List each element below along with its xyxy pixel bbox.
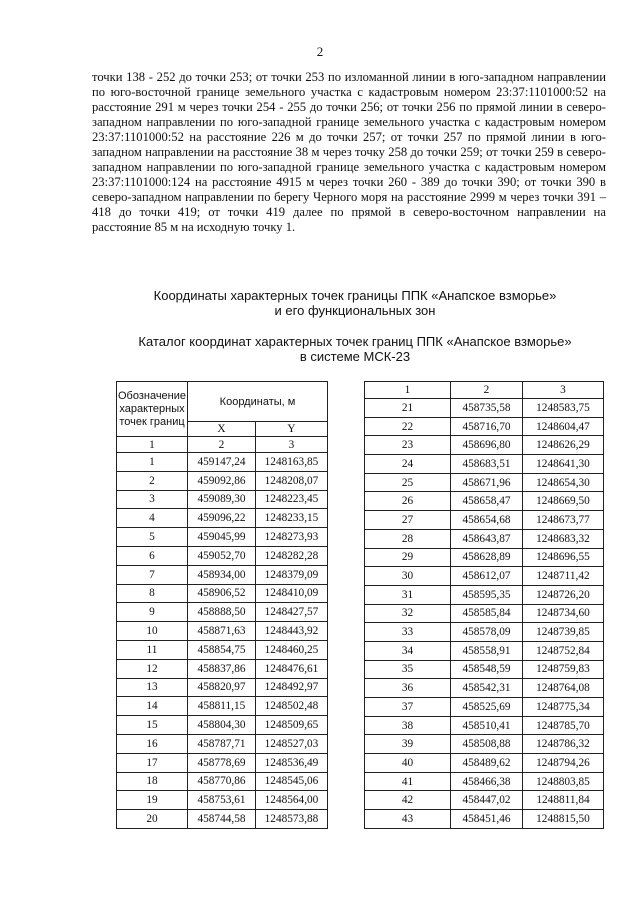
column-number: 2 bbox=[188, 437, 256, 453]
y-coordinate-cell: 1248163,85 bbox=[256, 453, 328, 472]
coordinates-heading-line1: Координаты характерных точек границы ППК «Анапское взморье» bbox=[153, 288, 557, 303]
table-row bbox=[365, 623, 604, 642]
x-coordinate-cell: 458888,50 bbox=[188, 603, 256, 622]
header-x: X bbox=[188, 422, 256, 437]
catalog-heading-line2: в системе МСК-23 bbox=[299, 349, 411, 364]
point-number-cell: 17 bbox=[117, 753, 188, 772]
point-number-cell: 29 bbox=[365, 548, 451, 567]
point-number-cell: 18 bbox=[117, 772, 188, 791]
y-coordinate-cell: 1248427,57 bbox=[256, 603, 328, 622]
column-number: 3 bbox=[523, 382, 604, 399]
x-coordinate-cell: 458934,00 bbox=[188, 565, 256, 584]
x-coordinate-cell: 458595,35 bbox=[451, 585, 523, 604]
table-row bbox=[365, 492, 604, 511]
point-number-cell: 2 bbox=[117, 471, 188, 490]
x-coordinate-cell: 458585,84 bbox=[451, 604, 523, 623]
table-row bbox=[365, 417, 604, 436]
page-number: 2 bbox=[316, 44, 324, 59]
coordinates-table-right bbox=[364, 381, 604, 829]
y-coordinate-cell: 1248641,30 bbox=[523, 455, 604, 474]
point-number-cell: 41 bbox=[365, 772, 451, 791]
x-coordinate-cell: 458525,69 bbox=[451, 698, 523, 717]
y-coordinate-cell: 1248583,75 bbox=[523, 399, 604, 418]
y-coordinate-cell: 1248673,77 bbox=[523, 511, 604, 530]
table-row bbox=[365, 660, 604, 679]
point-number-cell: 36 bbox=[365, 679, 451, 698]
y-coordinate-cell: 1248785,70 bbox=[523, 716, 604, 735]
x-coordinate-cell: 459045,99 bbox=[188, 528, 256, 547]
table-row bbox=[117, 528, 328, 547]
x-coordinate-cell: 458906,52 bbox=[188, 584, 256, 603]
column-number: 1 bbox=[365, 382, 451, 399]
x-coordinate-cell: 458696,80 bbox=[451, 436, 523, 455]
point-number-cell: 3 bbox=[117, 490, 188, 509]
table-row bbox=[365, 473, 604, 492]
y-coordinate-cell: 1248794,26 bbox=[523, 754, 604, 773]
x-coordinate-cell: 458683,51 bbox=[451, 455, 523, 474]
point-number-cell: 39 bbox=[365, 735, 451, 754]
x-coordinate-cell: 458466,38 bbox=[451, 772, 523, 791]
x-coordinate-cell: 458451,46 bbox=[451, 810, 523, 829]
point-number-cell: 11 bbox=[117, 640, 188, 659]
y-coordinate-cell: 1248208,07 bbox=[256, 471, 328, 490]
point-number-cell: 42 bbox=[365, 791, 451, 810]
y-coordinate-cell: 1248811,84 bbox=[523, 791, 604, 810]
x-coordinate-cell: 458820,97 bbox=[188, 678, 256, 697]
y-coordinate-cell: 1248759,83 bbox=[523, 660, 604, 679]
table-row bbox=[365, 567, 604, 586]
y-coordinate-cell: 1248604,47 bbox=[523, 417, 604, 436]
column-number: 2 bbox=[451, 382, 523, 399]
point-number-cell: 33 bbox=[365, 623, 451, 642]
column-number: 1 bbox=[117, 437, 188, 453]
point-number-cell: 35 bbox=[365, 660, 451, 679]
point-number-cell: 22 bbox=[365, 417, 451, 436]
x-coordinate-cell: 458612,07 bbox=[451, 567, 523, 586]
x-coordinate-cell: 458654,68 bbox=[451, 511, 523, 530]
point-number-cell: 32 bbox=[365, 604, 451, 623]
y-coordinate-cell: 1248752,84 bbox=[523, 641, 604, 660]
point-number-cell: 5 bbox=[117, 528, 188, 547]
x-coordinate-cell: 459052,70 bbox=[188, 546, 256, 565]
point-number-cell: 20 bbox=[117, 810, 188, 829]
y-coordinate-cell: 1248527,03 bbox=[256, 734, 328, 753]
y-coordinate-cell: 1248696,55 bbox=[523, 548, 604, 567]
y-coordinate-cell: 1248509,65 bbox=[256, 716, 328, 735]
point-number-cell: 9 bbox=[117, 603, 188, 622]
coordinates-heading bbox=[60, 288, 640, 318]
table-row bbox=[117, 791, 328, 810]
table-row bbox=[365, 604, 604, 623]
x-coordinate-cell: 458716,70 bbox=[451, 417, 523, 436]
table-row bbox=[365, 791, 604, 810]
y-coordinate-cell: 1248573,88 bbox=[256, 810, 328, 829]
y-coordinate-cell: 1248476,61 bbox=[256, 659, 328, 678]
table-row bbox=[365, 698, 604, 717]
y-coordinate-cell: 1248764,08 bbox=[523, 679, 604, 698]
y-coordinate-cell: 1248443,92 bbox=[256, 622, 328, 641]
point-number-cell: 27 bbox=[365, 511, 451, 530]
x-coordinate-cell: 458628,89 bbox=[451, 548, 523, 567]
header-y: Y bbox=[256, 422, 328, 437]
table-row bbox=[117, 565, 328, 584]
boundary-description-paragraph: точки 138 - 252 до точки 253; от точки 253 по изломанной линии в юго-западном направлении по юго-восточной границе земельного участка с кадастровым номером 23:37:1101000:52 на расстояние 291 м через точки 254 - 255 до точки 256; от точки 256 по прямой линии в северо-западном направлении по юго-западной границе земельного участка с кадастровым номером 23:37:1101000:52 на расстояние 226 м до точки 257; от точки 257 по прямой линии в юго-западном направлении на расстояние 38 м через точку 258 до точки 259; от точки 259 в северо-западном направлении по юго-западной границе земельного участка с кадастровым номером 23:37:1101000:124 на расстояние 4915 м через точки 260 - 389 до точки 390; от точки 390 в северо-западном направлении по берегу Черного моря на расстояние 2999 м через точки 391 – 418 до точки 419; от точки 419 далее по прямой в северо-восточном направлении на расстояние 85 м на исходную точку 1. bbox=[92, 70, 606, 234]
x-coordinate-cell: 458643,87 bbox=[451, 529, 523, 548]
table-row bbox=[117, 622, 328, 641]
x-coordinate-cell: 458854,75 bbox=[188, 640, 256, 659]
point-number-cell: 21 bbox=[365, 399, 451, 418]
table-row bbox=[117, 490, 328, 509]
x-coordinate-cell: 458787,71 bbox=[188, 734, 256, 753]
header-designation: Обозначение характерных точек границ bbox=[117, 382, 188, 437]
x-coordinate-cell: 458744,58 bbox=[188, 810, 256, 829]
table-row bbox=[117, 584, 328, 603]
point-number-cell: 25 bbox=[365, 473, 451, 492]
table-row bbox=[365, 511, 604, 530]
point-number-cell: 43 bbox=[365, 810, 451, 829]
y-coordinate-cell: 1248711,42 bbox=[523, 567, 604, 586]
y-coordinate-cell: 1248726,20 bbox=[523, 585, 604, 604]
table-row bbox=[365, 436, 604, 455]
x-coordinate-cell: 459089,30 bbox=[188, 490, 256, 509]
y-coordinate-cell: 1248492,97 bbox=[256, 678, 328, 697]
table-row bbox=[117, 509, 328, 528]
point-number-cell: 40 bbox=[365, 754, 451, 773]
y-coordinate-cell: 1248536,49 bbox=[256, 753, 328, 772]
table-row bbox=[365, 529, 604, 548]
point-number-cell: 10 bbox=[117, 622, 188, 641]
point-number-cell: 4 bbox=[117, 509, 188, 528]
x-coordinate-cell: 458811,15 bbox=[188, 697, 256, 716]
y-coordinate-cell: 1248803,85 bbox=[523, 772, 604, 791]
x-coordinate-cell: 458558,91 bbox=[451, 641, 523, 660]
table-row bbox=[365, 585, 604, 604]
table-row bbox=[117, 716, 328, 735]
x-coordinate-cell: 458804,30 bbox=[188, 716, 256, 735]
point-number-cell: 15 bbox=[117, 716, 188, 735]
point-number-cell: 13 bbox=[117, 678, 188, 697]
point-number-cell: 26 bbox=[365, 492, 451, 511]
x-coordinate-cell: 458658,47 bbox=[451, 492, 523, 511]
catalog-heading-line1: Каталог координат характерных точек границ ППК «Анапское взморье» bbox=[138, 334, 572, 349]
y-coordinate-cell: 1248273,93 bbox=[256, 528, 328, 547]
y-coordinate-cell: 1248410,09 bbox=[256, 584, 328, 603]
table-row bbox=[117, 734, 328, 753]
y-coordinate-cell: 1248564,00 bbox=[256, 791, 328, 810]
x-coordinate-cell: 459096,22 bbox=[188, 509, 256, 528]
table-row bbox=[117, 546, 328, 565]
x-coordinate-cell: 459147,24 bbox=[188, 453, 256, 472]
point-number-cell: 6 bbox=[117, 546, 188, 565]
point-number-cell: 16 bbox=[117, 734, 188, 753]
point-number-cell: 12 bbox=[117, 659, 188, 678]
x-coordinate-cell: 458447,02 bbox=[451, 791, 523, 810]
point-number-cell: 31 bbox=[365, 585, 451, 604]
table-row bbox=[365, 399, 604, 418]
y-coordinate-cell: 1248815,50 bbox=[523, 810, 604, 829]
y-coordinate-cell: 1248669,50 bbox=[523, 492, 604, 511]
point-number-cell: 19 bbox=[117, 791, 188, 810]
table-row bbox=[365, 754, 604, 773]
table-row bbox=[117, 471, 328, 490]
x-coordinate-cell: 458778,69 bbox=[188, 753, 256, 772]
catalog-heading bbox=[60, 334, 640, 364]
table-row bbox=[117, 810, 328, 829]
y-coordinate-cell: 1248654,30 bbox=[523, 473, 604, 492]
point-number-cell: 34 bbox=[365, 641, 451, 660]
table-row bbox=[117, 678, 328, 697]
y-coordinate-cell: 1248626,29 bbox=[523, 436, 604, 455]
table-row bbox=[365, 455, 604, 474]
x-coordinate-cell: 459092,86 bbox=[188, 471, 256, 490]
header-coordinates: Координаты, м bbox=[188, 382, 328, 422]
x-coordinate-cell: 458542,31 bbox=[451, 679, 523, 698]
table-row bbox=[117, 453, 328, 472]
table-row bbox=[117, 603, 328, 622]
x-coordinate-cell: 458489,62 bbox=[451, 754, 523, 773]
x-coordinate-cell: 458770,86 bbox=[188, 772, 256, 791]
x-coordinate-cell: 458578,09 bbox=[451, 623, 523, 642]
table-row bbox=[365, 641, 604, 660]
point-number-cell: 24 bbox=[365, 455, 451, 474]
table-row bbox=[365, 548, 604, 567]
table-row bbox=[117, 659, 328, 678]
point-number-cell: 28 bbox=[365, 529, 451, 548]
column-number: 3 bbox=[256, 437, 328, 453]
y-coordinate-cell: 1248786,32 bbox=[523, 735, 604, 754]
x-coordinate-cell: 458753,61 bbox=[188, 791, 256, 810]
point-number-cell: 7 bbox=[117, 565, 188, 584]
point-number-cell: 30 bbox=[365, 567, 451, 586]
x-coordinate-cell: 458548,59 bbox=[451, 660, 523, 679]
y-coordinate-cell: 1248734,60 bbox=[523, 604, 604, 623]
coordinates-table-left bbox=[116, 381, 328, 829]
y-coordinate-cell: 1248233,15 bbox=[256, 509, 328, 528]
y-coordinate-cell: 1248545,06 bbox=[256, 772, 328, 791]
table-row bbox=[365, 716, 604, 735]
table-row bbox=[117, 772, 328, 791]
y-coordinate-cell: 1248379,09 bbox=[256, 565, 328, 584]
table-row bbox=[365, 679, 604, 698]
point-number-cell: 8 bbox=[117, 584, 188, 603]
y-coordinate-cell: 1248282,28 bbox=[256, 546, 328, 565]
point-number-cell: 37 bbox=[365, 698, 451, 717]
x-coordinate-cell: 458508,88 bbox=[451, 735, 523, 754]
coordinates-heading-line2: и его функциональных зон bbox=[274, 303, 436, 318]
table-row bbox=[365, 810, 604, 829]
table-row bbox=[117, 753, 328, 772]
point-number-cell: 1 bbox=[117, 453, 188, 472]
y-coordinate-cell: 1248460,25 bbox=[256, 640, 328, 659]
x-coordinate-cell: 458837,86 bbox=[188, 659, 256, 678]
x-coordinate-cell: 458671,96 bbox=[451, 473, 523, 492]
y-coordinate-cell: 1248739,85 bbox=[523, 623, 604, 642]
table-row bbox=[365, 735, 604, 754]
table-row bbox=[365, 772, 604, 791]
x-coordinate-cell: 458510,41 bbox=[451, 716, 523, 735]
table-row bbox=[117, 640, 328, 659]
table-row bbox=[117, 697, 328, 716]
y-coordinate-cell: 1248223,45 bbox=[256, 490, 328, 509]
point-number-cell: 14 bbox=[117, 697, 188, 716]
point-number-cell: 23 bbox=[365, 436, 451, 455]
y-coordinate-cell: 1248683,32 bbox=[523, 529, 604, 548]
x-coordinate-cell: 458871,63 bbox=[188, 622, 256, 641]
y-coordinate-cell: 1248775,34 bbox=[523, 698, 604, 717]
x-coordinate-cell: 458735,58 bbox=[451, 399, 523, 418]
y-coordinate-cell: 1248502,48 bbox=[256, 697, 328, 716]
point-number-cell: 38 bbox=[365, 716, 451, 735]
